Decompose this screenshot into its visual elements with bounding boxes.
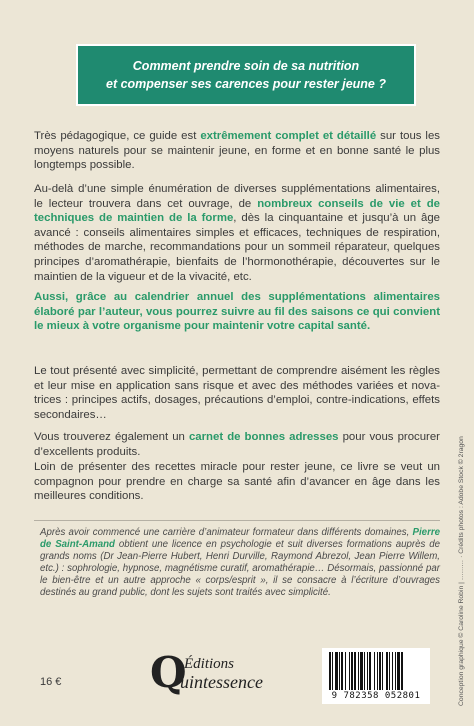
paragraph-calendar: Aussi, grâce au calendrier annuel des supplémentations alimentaires élaboré par l’auteur, vous pourrez suivre au fil des saisons ce qui convient le mieux à votre organisme pour maintenir votre capital santé.: [34, 291, 440, 333]
logo-editions: Éditions: [184, 656, 235, 672]
highlight: nombreux conseils de vie et de techniques de maintien de la forme: [34, 197, 440, 225]
text: , dès la cinquantaine et jusqu’à un âge avancé : conseils alimentaires simples et efficaces, techniques de respiration, méthodes de marche, recommandations pour un sommeil réparateur, quelques principes d’aromathérapie, bienfaits de l’hormonothérapie, découvertes sur le maintien de la vigueur et de la vivacité, etc.: [34, 212, 440, 283]
headline-line-1: Comment prendre soin de sa nutrition: [132, 59, 360, 73]
author-name: Pierre de Saint-Amand: [40, 527, 440, 550]
author-bio: [40, 527, 440, 599]
paragraph-intro: [34, 129, 440, 173]
paragraph-presentation: Le tout présenté avec simplicité, permettant de comprendre aisément les règles et leur mise en application sans risque et avec des méthodes variées et nova-trices : principes actifs, dosages, précautions d’emploi, contre-indications, effets secondaires…: [34, 365, 440, 421]
text: Vous trouverez également un: [34, 431, 189, 443]
headline-line-2: et compenser ses carences pour rester jeune ?: [106, 77, 386, 91]
text: Au-delà d’une simple énumération de diverses supplémentations alimentaires, le lecteur trouvera dans cet ouvrage, de: [34, 183, 440, 210]
paragraph-conclusion: Loin de présenter des recettes miracle pour rester jeune, ce livre se veut un compagnon pour prendre en charge sa santé afin d’avancer en âge dans les meilleures conditions.: [34, 461, 440, 503]
photo-credits: Conception graphique © Caroline Robin | ……… · Crédits photos : Adobe Stock © 2ragon: [458, 436, 465, 706]
headline: [106, 57, 386, 93]
logo-letter: Q: [150, 648, 187, 697]
isbn-number: 9 782358 052801: [331, 691, 421, 701]
price: 16 €: [40, 676, 62, 688]
headline-box: [76, 44, 416, 106]
highlight: carnet de bonnes adresses: [188, 431, 339, 443]
text: obtient une licence en psychologie et suit diverses formations auprès de grands noms (Dr Jean-Pierre Hubert, Henri Durville, Raymond Abrezol, Jean Pierre Willem, etc.) : sophrologie, hypnose, magnétisme curatif, aromathérapie… Désormais, passionné par le bien-être et un autre approche « corps/esprit », il se consacre à l’écriture d’ouvrages destinés au grand public, dont les sujets sont traités avec simplicité.: [40, 539, 440, 598]
barcode-graphic: [328, 652, 424, 690]
paragraph-content: [34, 182, 440, 284]
publisher-logo: [150, 650, 290, 698]
logo-name: uintessence: [180, 672, 263, 692]
text: Très pédagogique, ce guide est: [34, 130, 201, 142]
highlight: extrêmement complet et détaillé: [200, 130, 377, 142]
isbn-barcode: [322, 648, 430, 704]
divider: [34, 520, 440, 521]
text: Après avoir commencé une carrière d’animateur formateur dans différents domaines,: [40, 527, 413, 538]
text: sur tous les moyens naturels pour se maintenir jeune, en forme et en bonne santé le plus longtemps possible.: [34, 130, 440, 172]
paragraph-addresses: [34, 430, 440, 459]
text: pour vous procurer d’excellents produits.: [34, 431, 440, 458]
